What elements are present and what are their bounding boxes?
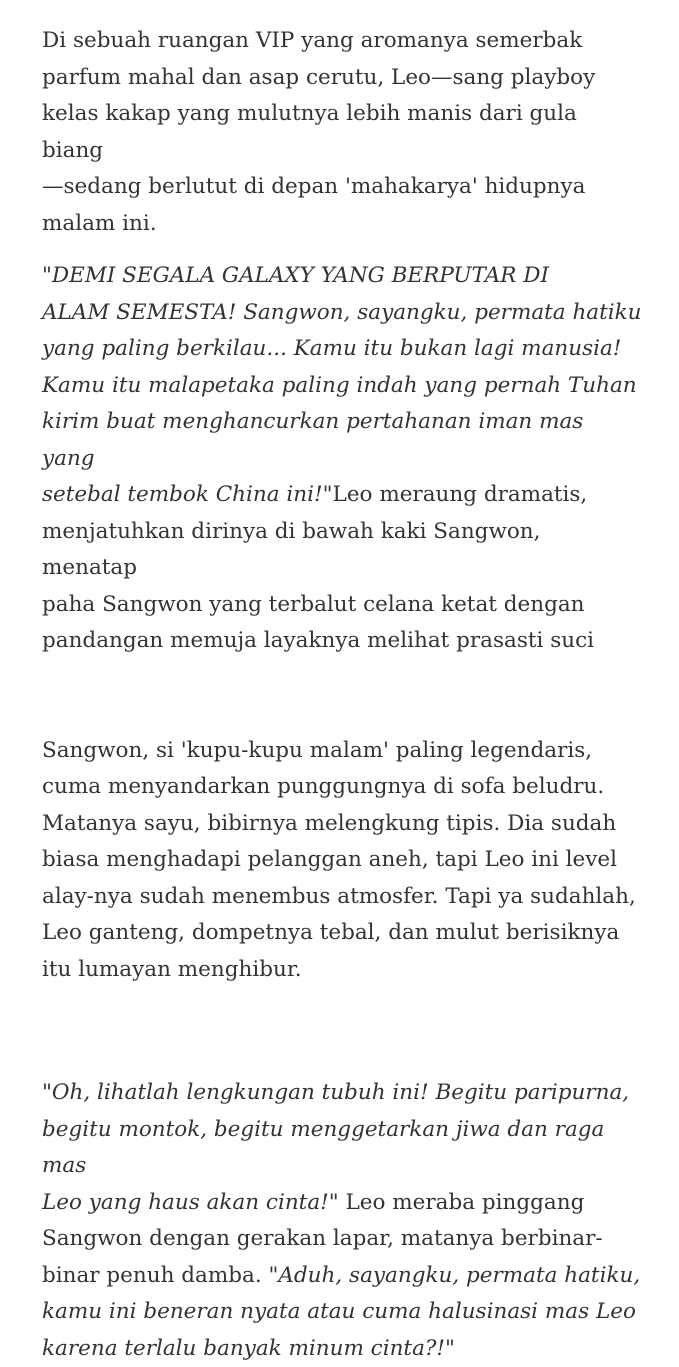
paragraph-sangwon-description (42, 733, 642, 989)
leo-dialogue-quote-1: "Oh, lihatlah lengkungan tubuh ini! Begitu paripurna, begitu montok, begitu menggetarkan jiwa dan raga mas Leo yang haus akan cinta!" (42, 1080, 630, 1215)
paragraph-leo-declaration (42, 258, 642, 660)
paragraph-opening (42, 23, 642, 242)
opening-narration: Di sebuah ruangan VIP yang aromanya semerbak parfum mahal dan asap cerutu, Leo—sang playboy kelas kakap yang mulutnya lebih manis dari gula biang —sedang berlutut di depan 'mahakarya' hidupnya malam ini. (42, 28, 596, 236)
paragraph-leo-flattery (42, 1075, 642, 1367)
sangwon-narration: Sangwon, si 'kupu-kupu malam' paling legendaris, cuma menyandarkan punggungnya di sofa beludru. Matanya sayu, bibirnya melengkung tipis. Dia sudah biasa menghadapi pelanggan aneh, tapi Leo ini level alay-nya sudah menembus atmosfer. Tapi ya sudahlah, Leo ganteng, dompetnya tebal, dan mulut berisiknya itu lumayan menghibur. (42, 737, 636, 982)
leo-touch-narration: Leo meraba pinggang Sangwon dengan gerakan lapar, matanya berbinar- binar penuh damba. (42, 1189, 603, 1288)
story-text-body (42, 23, 642, 1367)
leo-dialogue-quote-2: "Aduh, sayangku, permata hatiku, kamu ini beneran nyata atau cuma halusinasi mas Leo karena terlalu banyak minum cinta?!" (42, 1262, 641, 1361)
leo-action-narration: Leo meraung dramatis, menjatuhkan dirinya di bawah kaki Sangwon, menatap paha Sangwon yang terbalut celana ketat dengan pandangan memuja layaknya melihat prasasti suci (42, 482, 595, 653)
leo-dialogue-quote: "DEMI SEGALA GALAXY YANG BERPUTAR DI ALAM SEMESTA! Sangwon, sayangku, permata hatiku yang paling berkilau... Kamu itu bukan lagi manusia! Kamu itu malapetaka paling indah yang pernah Tuhan kirim buat menghancurkan pertahanan iman mas yang setebal tembok China ini!" (42, 263, 642, 507)
